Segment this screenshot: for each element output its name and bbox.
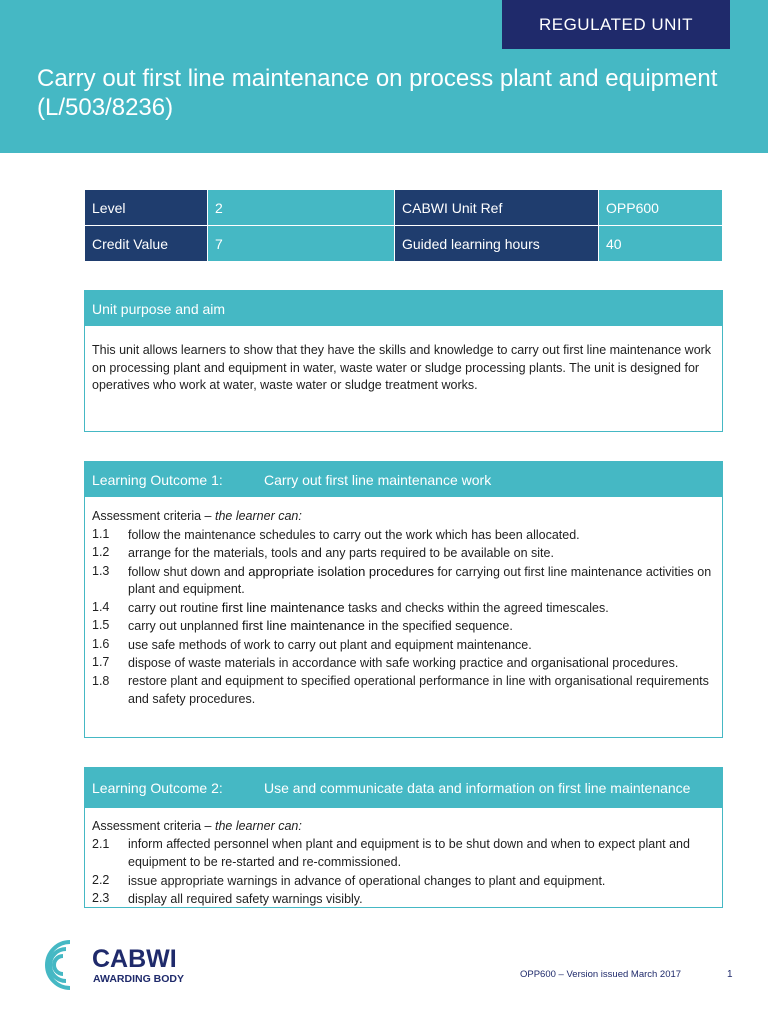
criteria-text <box>128 599 715 618</box>
criteria-text <box>128 544 715 563</box>
criteria-italic: the learner can: <box>214 819 302 833</box>
criteria-list <box>92 836 715 909</box>
criteria-number: 1.8 <box>92 673 110 688</box>
criteria-text <box>128 636 715 655</box>
lo1-title: Carry out first line maintenance work <box>264 471 492 488</box>
criteria-item <box>92 526 715 545</box>
lo2-criteria <box>85 808 722 909</box>
criteria-number: 2.2 <box>92 872 110 887</box>
lo2-label: Learning Outcome 2: <box>92 780 223 796</box>
unit-purpose-section <box>84 290 723 432</box>
criteria-text-part: carry out routine <box>128 600 222 615</box>
criteria-keyword: first line maintenance <box>241 618 365 633</box>
criteria-text <box>128 617 715 636</box>
criteria-text <box>128 526 715 545</box>
info-row <box>85 226 723 262</box>
criteria-list <box>92 526 715 709</box>
assessment-criteria-heading <box>92 508 715 526</box>
unit-ref-value: OPP600 <box>599 190 723 226</box>
criteria-text <box>128 872 715 891</box>
unit-ref-label: CABWI Unit Ref <box>395 190 599 226</box>
criteria-number: 1.3 <box>92 563 110 578</box>
page-title: Carry out first line maintenance on process plant and equipment (L/503/8236) <box>37 65 718 121</box>
criteria-text <box>128 673 715 709</box>
learning-outcome-1 <box>84 461 723 738</box>
lo2-heading <box>85 768 722 808</box>
criteria-text-part: tasks and checks within the agreed timescales. <box>344 600 609 615</box>
header-banner <box>0 0 768 153</box>
criteria-number: 1.6 <box>92 636 110 651</box>
criteria-item <box>92 872 715 891</box>
unit-purpose-text: This unit allows learners to show that they have the skills and knowledge to carry out first line maintenance work on processing plant and equipment in water, waste water or sludge processing plants. The unit is designed for operatives who work at water, waste water or sludge treatment works. <box>92 343 712 392</box>
criteria-italic: the learner can: <box>214 509 302 523</box>
criteria-text-part: inform affected personnel when plant and equipment is to be shut down and when to expect plant and equipment to be re-started and re-commissioned. <box>128 836 690 869</box>
criteria-item <box>92 544 715 563</box>
guided-hours-label: Guided learning hours <box>395 226 599 262</box>
criteria-text <box>128 563 715 599</box>
info-row <box>85 190 723 226</box>
criteria-text-part: for carrying out first line maintenance activities on plant and equipment. <box>128 564 712 596</box>
logo-subtitle: AWARDING BODY <box>93 973 185 985</box>
criteria-number: 1.1 <box>92 526 110 541</box>
criteria-keyword: appropriate isolation procedures <box>248 563 434 579</box>
criteria-label: Assessment criteria <box>92 819 202 833</box>
criteria-label: Assessment criteria <box>92 509 202 523</box>
criteria-number: 1.4 <box>92 599 110 614</box>
criteria-text-part: dispose of waste materials in accordance with safe working practice and organisational procedures. <box>128 656 679 670</box>
criteria-keyword: first line maintenance <box>221 599 345 615</box>
criteria-number: 1.5 <box>92 618 110 632</box>
cabwi-logo <box>30 934 240 996</box>
criteria-item <box>92 636 715 655</box>
level-value: 2 <box>208 190 395 226</box>
unit-info-table <box>84 189 723 262</box>
criteria-number: 1.7 <box>92 655 110 669</box>
lo1-heading <box>85 462 722 497</box>
credit-value: 7 <box>208 226 395 262</box>
criteria-text-part: follow shut down and <box>128 564 249 579</box>
level-label: Level <box>85 190 208 226</box>
criteria-text-part: in the specified sequence. <box>364 619 513 633</box>
logo-name: CABWI <box>92 945 177 973</box>
criteria-dash: – <box>201 819 215 833</box>
criteria-text-part: restore plant and equipment to specified operational performance in line with organisational requirements and safety procedures. <box>128 673 709 706</box>
unit-purpose-heading: Unit purpose and aim <box>85 291 722 326</box>
criteria-dash: – <box>201 509 215 523</box>
criteria-text <box>128 836 715 872</box>
lo1-criteria <box>85 497 722 709</box>
criteria-text-part: display all required safety warnings visibly. <box>128 892 363 906</box>
version-footer: OPP600 – Version issued March 2017 <box>520 969 682 980</box>
criteria-item <box>92 654 715 673</box>
criteria-item <box>92 599 715 618</box>
criteria-number: 2.3 <box>92 891 110 905</box>
lo2-title: Use and communicate data and information on first line maintenance <box>264 779 691 796</box>
criteria-text-part: use safe methods of work to carry out plant and equipment maintenance. <box>128 637 532 652</box>
criteria-item <box>92 890 715 909</box>
criteria-text-part: carry out unplanned <box>128 619 242 633</box>
criteria-text-part: follow the maintenance schedules to carry out the work which has been allocated. <box>128 527 580 542</box>
page-number: 1 <box>727 969 733 980</box>
criteria-text-part: arrange for the materials, tools and any parts required to be available on site. <box>128 546 554 560</box>
criteria-item <box>92 836 715 872</box>
criteria-item <box>92 617 715 636</box>
criteria-text <box>128 654 715 673</box>
criteria-item <box>92 673 715 709</box>
lo1-label: Learning Outcome 1: <box>92 471 223 488</box>
criteria-item <box>92 563 715 599</box>
criteria-text <box>128 890 715 909</box>
criteria-text-part: issue appropriate warnings in advance of operational changes to plant and equipment. <box>128 873 606 888</box>
credit-value-label: Credit Value <box>85 226 208 262</box>
assessment-criteria-heading <box>92 818 715 836</box>
regulated-unit-badge: REGULATED UNIT <box>502 0 730 49</box>
criteria-number: 1.2 <box>92 545 110 559</box>
guided-hours-value: 40 <box>599 226 723 262</box>
cabwi-logo-mark <box>30 934 240 996</box>
learning-outcome-2 <box>84 767 723 908</box>
criteria-number: 2.1 <box>92 836 110 851</box>
